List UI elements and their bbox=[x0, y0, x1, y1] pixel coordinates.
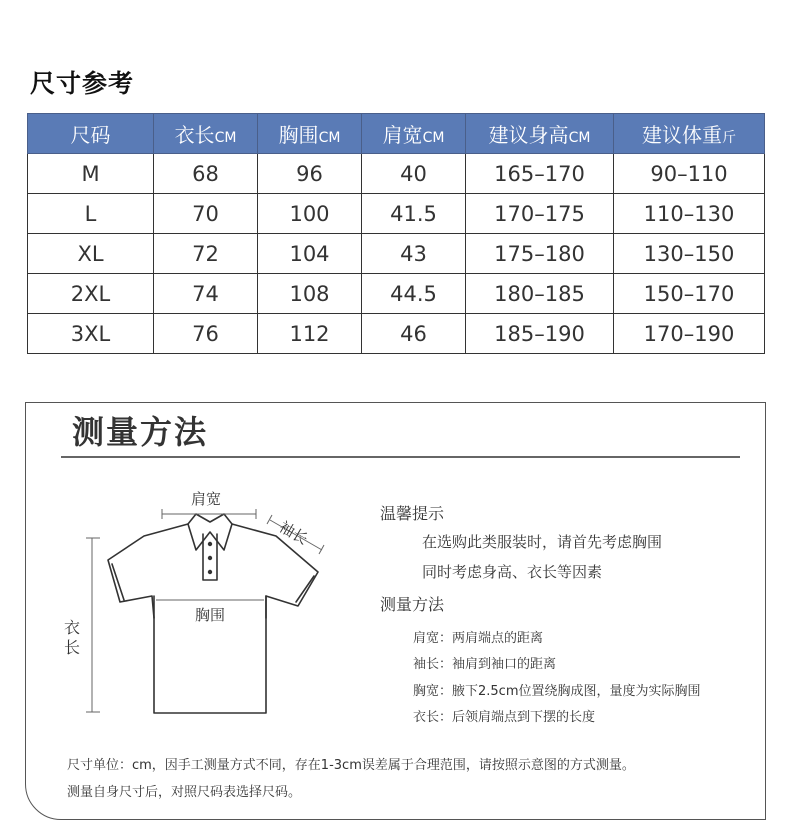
table-cell: 70 bbox=[154, 194, 258, 234]
table-row bbox=[28, 194, 765, 234]
table-cell: 72 bbox=[154, 234, 258, 274]
table-cell: L bbox=[28, 194, 154, 234]
table-cell: 185–190 bbox=[466, 314, 614, 354]
table-cell: 175–180 bbox=[466, 234, 614, 274]
method-heading: 测量方法 bbox=[380, 595, 445, 614]
table-cell: 108 bbox=[258, 274, 362, 314]
header-cell bbox=[466, 114, 614, 154]
tip-line-1: 在选购此类服装时，请首先考虑胸围 bbox=[422, 533, 663, 551]
button-1 bbox=[208, 542, 212, 546]
table-cell: 96 bbox=[258, 154, 362, 194]
table-cell: 68 bbox=[154, 154, 258, 194]
footer-note-1: 尺寸单位：cm，因手工测量方式不同，存在1-3cm误差属于合理范围，请按照示意图的方式测量。 bbox=[67, 758, 635, 773]
table-cell: 90–110 bbox=[614, 154, 765, 194]
table-row bbox=[28, 154, 765, 194]
table-cell: 170–190 bbox=[614, 314, 765, 354]
size-title: 尺寸参考 bbox=[30, 69, 135, 98]
header-text: 建议身高 bbox=[488, 123, 569, 147]
header-unit: CM bbox=[318, 130, 341, 146]
header-cell bbox=[154, 114, 258, 154]
table-cell: 170–175 bbox=[466, 194, 614, 234]
table-cell: 74 bbox=[154, 274, 258, 314]
length-label: 衣长 bbox=[64, 618, 81, 657]
header-cell bbox=[28, 114, 154, 154]
table-cell: 40 bbox=[362, 154, 466, 194]
method-title: 测量方法 bbox=[72, 413, 209, 451]
header-cell bbox=[614, 114, 765, 154]
header-cell bbox=[362, 114, 466, 154]
header-unit: CM bbox=[568, 130, 591, 146]
table-cell: M bbox=[28, 154, 154, 194]
table-cell: 41.5 bbox=[362, 194, 466, 234]
table-cell: 46 bbox=[362, 314, 466, 354]
header-unit: CM bbox=[422, 130, 445, 146]
header-text: 尺码 bbox=[70, 123, 111, 147]
header-text: 胸围 bbox=[278, 123, 319, 147]
right-sleeve-hem bbox=[296, 576, 314, 602]
sleeve-label: 袖长 bbox=[276, 517, 311, 549]
table-cell: 100 bbox=[258, 194, 362, 234]
header-row bbox=[28, 114, 765, 154]
table-cell: 2XL bbox=[28, 274, 154, 314]
table-cell: 150–170 bbox=[614, 274, 765, 314]
header-cell bbox=[258, 114, 362, 154]
shoulder-label: 肩宽 bbox=[191, 490, 222, 508]
measure-chest: 胸宽：腋下2.5cm位置绕胸成图，量度为实际胸围 bbox=[413, 684, 701, 699]
size-table bbox=[27, 113, 765, 354]
measure-sleeve: 袖长：袖肩到袖口的距离 bbox=[413, 657, 557, 672]
measure-shoulder: 肩宽：两肩端点的距离 bbox=[413, 631, 544, 646]
size-table-header bbox=[28, 114, 765, 154]
table-cell: 44.5 bbox=[362, 274, 466, 314]
button-2 bbox=[208, 556, 212, 560]
tips-heading: 温馨提示 bbox=[380, 504, 445, 523]
table-cell: 112 bbox=[258, 314, 362, 354]
size-table-body bbox=[28, 154, 765, 354]
table-cell: 110–130 bbox=[614, 194, 765, 234]
left-sleeve-outline bbox=[108, 524, 188, 618]
footer-note-2: 测量自身尺寸后，对照尺码表选择尺码。 bbox=[67, 785, 302, 800]
table-cell: 76 bbox=[154, 314, 258, 354]
header-text: 衣长 bbox=[174, 123, 215, 147]
header-text: 建议体重 bbox=[642, 123, 722, 147]
header-unit: CM bbox=[214, 130, 237, 146]
table-row bbox=[28, 314, 765, 354]
table-cell: 130–150 bbox=[614, 234, 765, 274]
title-divider bbox=[61, 456, 740, 458]
measure-length: 衣长：后领肩端点到下摆的长度 bbox=[413, 710, 596, 725]
table-cell: XL bbox=[28, 234, 154, 274]
table-cell: 3XL bbox=[28, 314, 154, 354]
header-text: 肩宽 bbox=[382, 123, 423, 147]
table-row bbox=[28, 234, 765, 274]
header-unit: 斤 bbox=[722, 130, 736, 146]
table-row bbox=[28, 274, 765, 314]
tip-line-2: 同时考虑身高、衣长等因素 bbox=[422, 563, 603, 581]
button-3 bbox=[208, 570, 212, 574]
chest-label: 胸围 bbox=[195, 606, 226, 624]
table-cell: 180–185 bbox=[466, 274, 614, 314]
table-cell: 104 bbox=[258, 234, 362, 274]
table-cell: 43 bbox=[362, 234, 466, 274]
table-cell: 165–170 bbox=[466, 154, 614, 194]
